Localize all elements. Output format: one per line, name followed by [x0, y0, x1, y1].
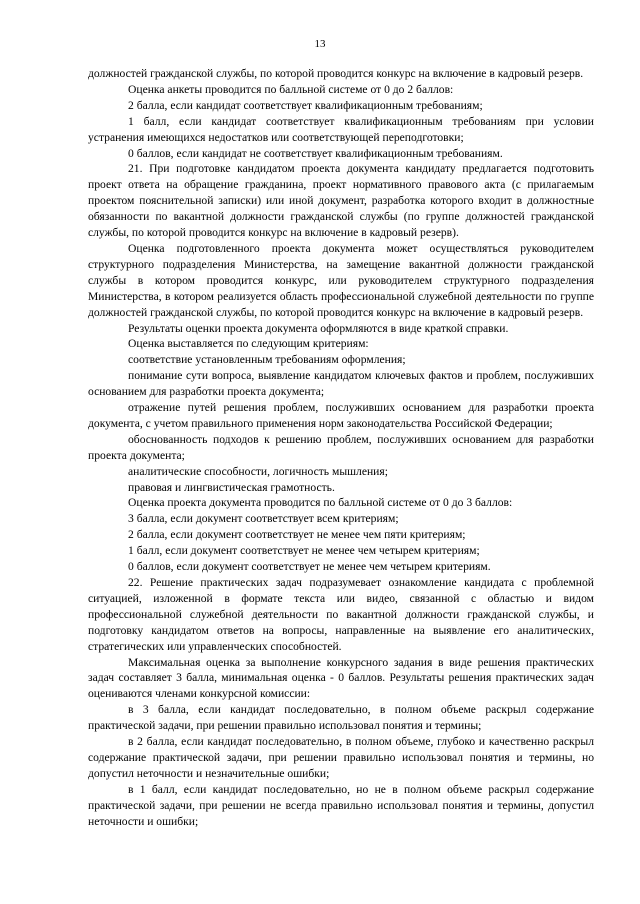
- paragraph: 1 балл, если кандидат соответствует квалификационным требованиям при условии устранения имеющихся недостатков или соответствующей переподготовки;: [88, 114, 594, 144]
- document-body: [88, 66, 594, 830]
- paragraph: 21. При подготовке кандидатом проекта документа кандидату предлагается подготовить проект ответа на обращение гражданина, проект нормативного правового акта (с прилагаемым проектом пояснительной записки) или иной документ, разработка которого входит в должностные обязанности по вакантной должности гражданской службы (по группе должностей гражданской службы, по которой проводится конкурс на включение в кадровый резерв).: [88, 162, 594, 240]
- paragraph: Оценка проекта документа проводится по балльной системе от 0 до 3 баллов:: [128, 496, 513, 510]
- paragraph: правовая и лингвистическая грамотность.: [128, 480, 335, 494]
- paragraph: Результаты оценки проекта документа оформляются в виде краткой справки.: [128, 321, 509, 335]
- paragraph: должностей гражданской службы, по которой проводится конкурс на включение в кадровый резерв.: [88, 67, 584, 80]
- paragraph: 1 балл, если документ соответствует не менее чем четырем критериям;: [128, 544, 480, 558]
- paragraph: 0 баллов, если документ соответствует не менее чем четырем критериям.: [128, 560, 491, 574]
- paragraph: Оценка подготовленного проекта документа может осуществляться руководителем структурного подразделения Министерства, на замещение вакантной должности гражданской службы в котором проводится конкурс, или руководителем структурного подразделения Министерства, в котором реализуется область профессиональной служебной деятельности по группе должностей гражданской службы, по которой проводится конкурс на включение в кадровый резерв.: [88, 241, 594, 319]
- paragraph: обоснованность подходов к решению проблем, послуживших основанием для разработки проекта документа;: [88, 432, 594, 462]
- paragraph: в 3 балла, если кандидат последовательно, в полном объеме раскрыл содержание практической задачи, при решении правильно использовал понятия и термины;: [88, 703, 594, 733]
- paragraph: 0 баллов, если кандидат не соответствует квалификационным требованиям.: [128, 146, 503, 160]
- paragraph: 22. Решение практических задач подразумевает ознакомление кандидата с проблемной ситуацией, изложенной в формате текста или видео, связанной с областью и видом профессиональной служебной деятельности по вакантной должности гражданской службы, и подготовку кандидатом ответов на вопросы, направленные на выявление его аналитических, стратегических или управленческих способностей.: [88, 576, 594, 653]
- paragraph: Оценка анкеты проводится по балльной системе от 0 до 2 баллов:: [128, 82, 454, 96]
- paragraph: 2 балла, если кандидат соответствует квалификационным требованиям;: [128, 98, 483, 112]
- paragraph: аналитические способности, логичность мышления;: [128, 464, 388, 478]
- paragraph: понимание сути вопроса, выявление кандидатом ключевых фактов и проблем, послуживших основанием для разработки проекта документа;: [88, 369, 594, 399]
- paragraph: 2 балла, если документ соответствует не менее чем пяти критериям;: [128, 528, 466, 542]
- paragraph: в 2 балла, если кандидат последовательно, в полном объеме, глубоко и качественно раскрыл содержание практической задачи, при решении правильно использовал понятия и термины, но допустил неточности и незначительные ошибки;: [88, 735, 594, 780]
- page-number: 13: [314, 38, 326, 50]
- paragraph: 3 балла, если документ соответствует всем критериям;: [128, 512, 399, 526]
- paragraph: отражение путей решения проблем, послуживших основанием для разработки проекта документа, с учетом правильного применения норм законодательства Российской Федерации;: [88, 401, 594, 430]
- paragraph: Оценка выставляется по следующим критериям:: [128, 337, 369, 351]
- paragraph: в 1 балл, если кандидат последовательно, но не в полном объеме раскрыл содержание практической задачи, при решении не всегда правильно использовал понятия и термины, допустил неточности и ошибки;: [88, 782, 594, 828]
- paragraph: соответствие установленным требованиям оформления;: [128, 353, 406, 367]
- paragraph: Максимальная оценка за выполнение конкурсного задания в виде решения практических задач составляет 3 балла, минимальная оценка - 0 баллов. Результаты решения практических задач оцениваются членами конкурсной комиссии:: [88, 655, 594, 701]
